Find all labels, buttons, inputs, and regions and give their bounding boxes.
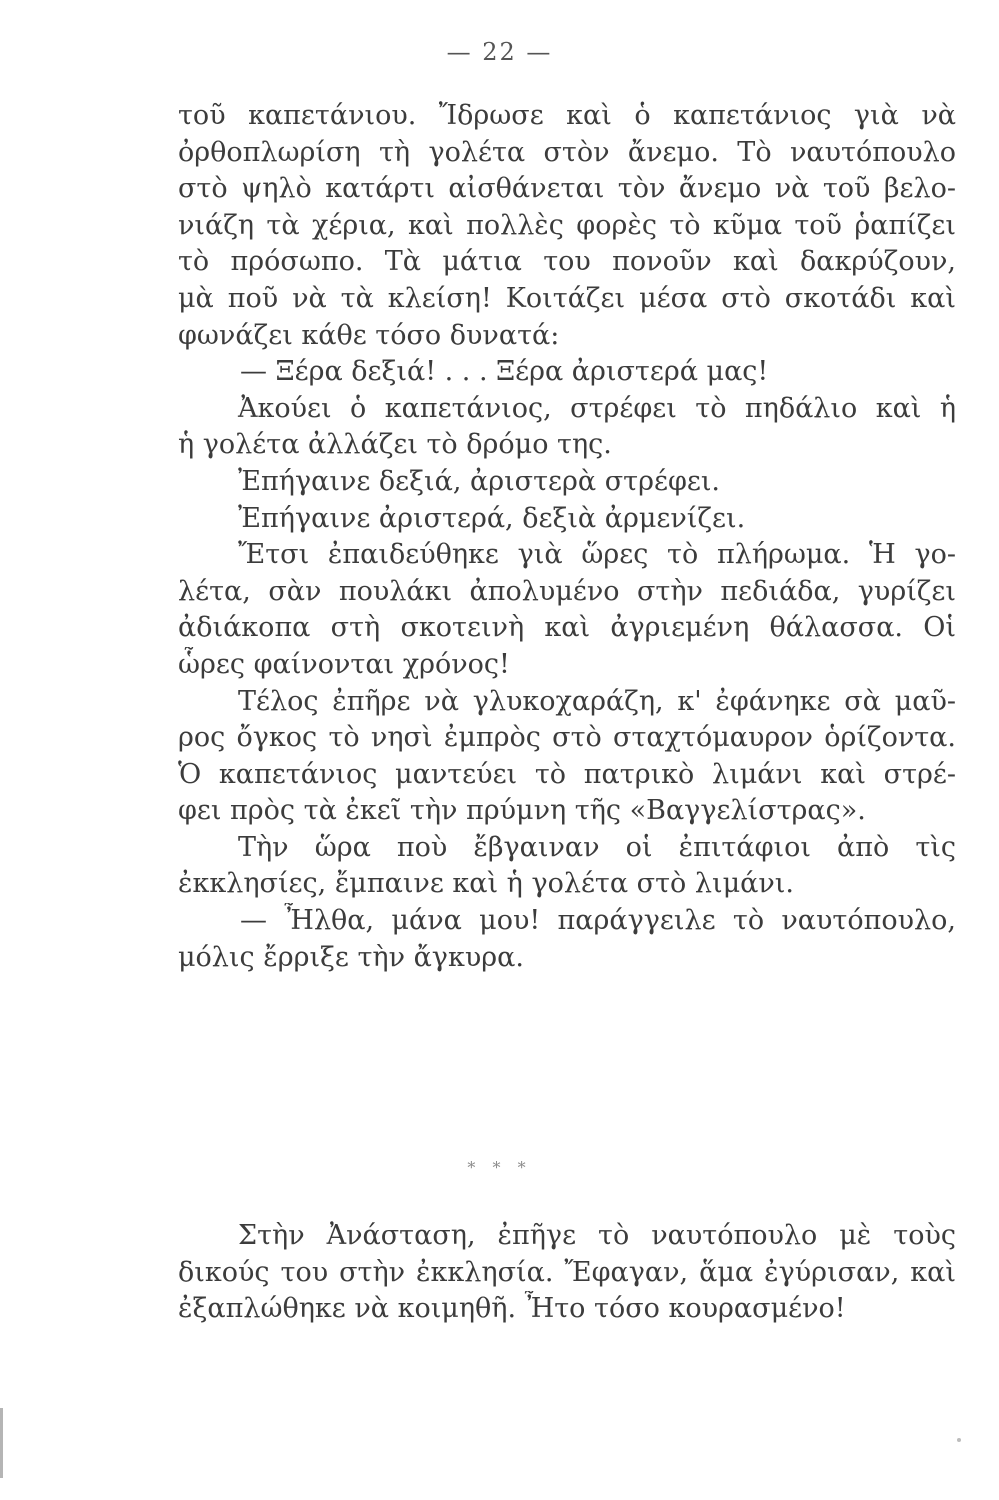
text-line: Τέλος ἐπῆρε νὰ γλυκοχαράζη, κ' ἐφάνηκε σὰ μαῦ- [238,685,956,717]
text-line: φωνάζει κάθε τόσο δυνατά: [178,319,560,351]
text-line: ὧρες φαίνονται χρόνος! [178,648,510,680]
text-line: λέτα, σὰν πουλάκι ἀπολυμένο στὴν πεδιάδα, γυρίζει [178,575,956,607]
text-line: ρος ὄγκος τὸ νησὶ ἐμπρὸς στὸ σταχτόμαυρον ὁρίζοντα. [178,722,956,754]
text-line: Ἐπήγαινε ἀριστερά, δεξιὰ ἀρμενίζει. [238,502,746,534]
text-line: Στὴν Ἀνάσταση, ἐπῆγε τὸ ναυτόπουλο μὲ τοὺς [238,1220,956,1251]
text-line: ἡ γολέτα ἀλλάζει τὸ δρόμο της. [178,429,612,461]
scan-edge-mark [0,1408,3,1478]
closing-text-block [178,1218,956,1328]
text-line: Ἐπήγαινε δεξιά, ἀριστερὰ στρέφει. [238,465,721,497]
text-line: μὰ ποῦ νὰ τὰ κλείση! Κοιτάζει μέσα στὸ σκοτάδι καὶ [178,282,956,314]
text-line: ὀρθοπλωρίση τὴ γολέτα στὸν ἄνεμο. Τὸ ναυτόπουλο [178,136,956,168]
section-separator: * * * [467,1158,532,1177]
text-line: Ἔτσι ἐπαιδεύθηκε γιὰ ὥρες τὸ πλήρωμα. Ἡ γο- [238,539,956,571]
text-line: Τὴν ὥρα ποὺ ἔβγαιναν οἱ ἐπιτάφιοι ἀπὸ τὶς [238,831,956,863]
text-line: ἐξαπλώθηκε νὰ κοιμηθῆ. Ἦτο τόσο κουρασμένο! [178,1293,846,1325]
text-line: τοῦ καπετάνιου. Ἴδρωσε καὶ ὁ καπετάνιος γιὰ νὰ [178,100,956,131]
text-line: τὸ πρόσωπο. Τὰ μάτια του πονοῦν καὶ δακρύζουν, [178,246,956,278]
text-line: Ὁ καπετάνιος μαντεύει τὸ πατρικὸ λιμάνι καὶ στρέ- [178,758,956,790]
text-line: δικούς του στὴν ἐκκλησία. Ἔφαγαν, ἅμα ἐγύρισαν, καὶ [178,1256,956,1288]
text-line: μόλις ἔρριξε τὴν ἄγκυρα. [178,941,524,973]
text-line: ἐκκλησίες, ἔμπαινε καὶ ἡ γολέτα στὸ λιμάνι. [178,868,794,900]
text-line: — Ξέρα δεξιά! . . . Ξέρα ἀριστερά μας! [240,356,769,388]
scan-speck [957,1438,961,1442]
text-line: Ἀκούει ὁ καπετάνιος, στρέφει τὸ πηδάλιο καὶ ἡ [238,392,956,424]
text-line: ἀδιάκοπα στὴ σκοτεινὴ καὶ ἀγριεμένη θάλασσα. Οἱ [178,612,956,644]
page-number: — 22 — [446,38,553,66]
text-line: — Ἦλθα, μάνα μου! παράγγειλε τὸ ναυτόπουλο, [240,905,956,937]
text-line: νιάζη τὰ χέρια, καὶ πολλὲς φορὲς τὸ κῦμα τοῦ ῥαπίζει [178,209,956,241]
text-line: στὸ ψηλὸ κατάρτι αἰσθάνεται τὸν ἄνεμο νὰ τοῦ βελο- [178,173,956,205]
main-text-block [178,98,956,976]
text-line: φει πρὸς τὰ ἐκεῖ τὴν πρύμνη τῆς «Βαγγελίστρας». [178,795,866,827]
